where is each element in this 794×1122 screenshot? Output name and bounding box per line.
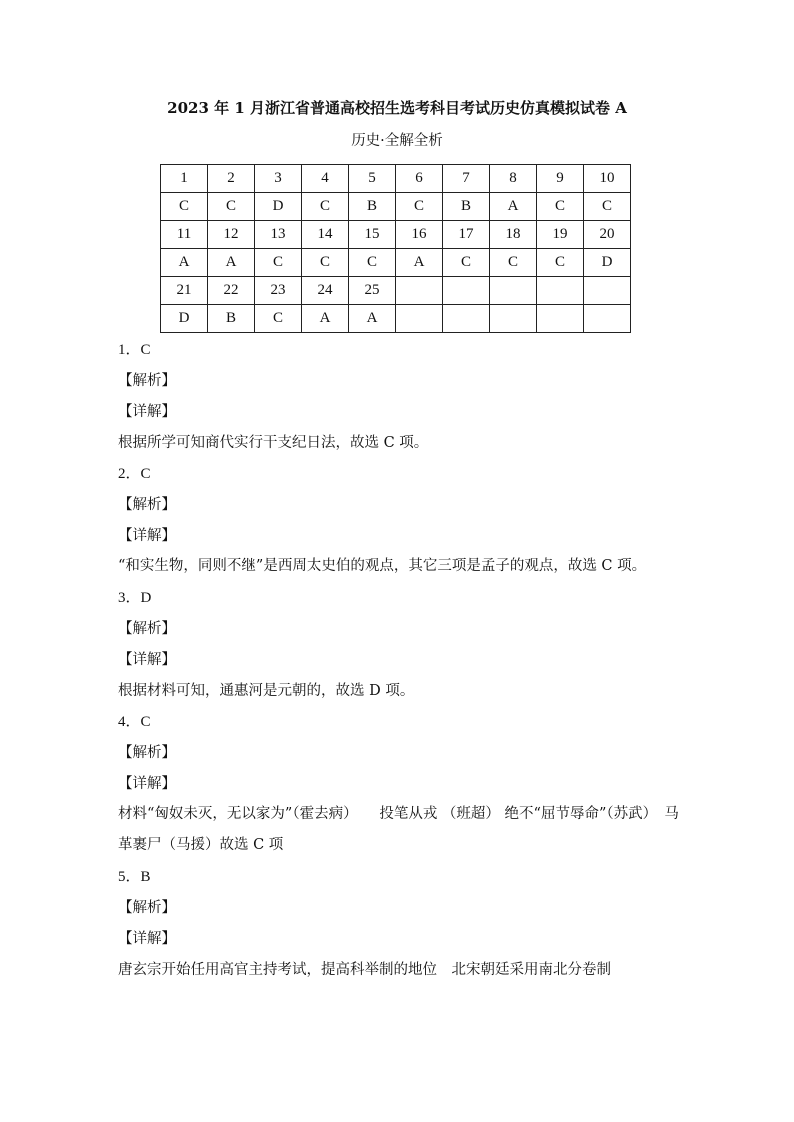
answer-table xyxy=(160,164,631,333)
question-number-row xyxy=(161,277,631,305)
question-number-cell: 20 xyxy=(584,221,631,249)
answer-row xyxy=(161,305,631,333)
question-block xyxy=(118,339,688,463)
answer-cell: B xyxy=(208,305,255,333)
question-number-cell: 22 xyxy=(208,277,255,305)
analysis-label: 【解析】 xyxy=(118,621,176,637)
answer-cell: A xyxy=(208,249,255,277)
answer-cell: D xyxy=(584,249,631,277)
question-number-cell: 24 xyxy=(302,277,349,305)
solutions-content xyxy=(118,339,688,990)
question-number-cell: 23 xyxy=(255,277,302,305)
answer-cell: C xyxy=(255,305,302,333)
question-number-row xyxy=(161,221,631,249)
question-number-cell: 10 xyxy=(584,165,631,193)
question-number-cell: 1 xyxy=(161,165,208,193)
question-number-cell: 16 xyxy=(396,221,443,249)
detail-text: 根据所学可知商代实行干支纪日法，故选 C 项。 xyxy=(118,435,429,451)
detail-text: “和实生物，同则不继”是西周太史伯的观点，其它三项是孟子的观点，故选 C 项。 xyxy=(118,558,647,574)
answer-cell: C xyxy=(255,249,302,277)
answer-cell: C xyxy=(584,193,631,221)
question-heading: 3．D xyxy=(118,590,152,606)
question-number-row xyxy=(161,165,631,193)
answer-cell xyxy=(443,305,490,333)
question-heading: 4．C xyxy=(118,714,151,730)
question-number-cell: 21 xyxy=(161,277,208,305)
detail-label: 【详解】 xyxy=(118,776,176,792)
question-number-cell xyxy=(584,277,631,305)
answer-cell: D xyxy=(161,305,208,333)
question-block xyxy=(118,711,688,861)
analysis-label: 【解析】 xyxy=(118,497,176,513)
question-block xyxy=(118,866,688,990)
detail-label: 【详解】 xyxy=(118,404,176,420)
answer-cell: C xyxy=(396,193,443,221)
question-number-cell: 6 xyxy=(396,165,443,193)
document-subtitle: 历史·全解全析 xyxy=(351,133,443,149)
answer-row xyxy=(161,249,631,277)
answer-cell: B xyxy=(349,193,396,221)
detail-text: 材料“匈奴未灭，无以家为”（霍去病） 投笔从戎 （班超） 绝不“屈节辱命”（苏武） 马革裹尸（马援）故选 C 项 xyxy=(118,806,679,853)
question-number-cell: 3 xyxy=(255,165,302,193)
answer-cell: A xyxy=(490,193,537,221)
answer-cell: C xyxy=(161,193,208,221)
question-number-cell xyxy=(443,277,490,305)
answer-cell: A xyxy=(349,305,396,333)
question-number-cell: 4 xyxy=(302,165,349,193)
answer-cell xyxy=(537,305,584,333)
question-block xyxy=(118,463,688,582)
question-heading: 2．C xyxy=(118,466,151,482)
question-number-cell: 9 xyxy=(537,165,584,193)
detail-label: 【详解】 xyxy=(118,931,176,947)
answer-cell: C xyxy=(537,249,584,277)
question-number-cell: 5 xyxy=(349,165,396,193)
answer-row xyxy=(161,193,631,221)
question-number-cell: 25 xyxy=(349,277,396,305)
answer-cell: C xyxy=(302,249,349,277)
analysis-label: 【解析】 xyxy=(118,373,176,389)
question-number-cell: 2 xyxy=(208,165,255,193)
question-block xyxy=(118,587,688,711)
detail-text: 根据材料可知，通惠河是元朝的，故选 D 项。 xyxy=(118,683,415,699)
question-number-cell: 12 xyxy=(208,221,255,249)
question-number-cell: 17 xyxy=(443,221,490,249)
detail-label: 【详解】 xyxy=(118,652,176,668)
analysis-label: 【解析】 xyxy=(118,900,176,916)
answer-cell xyxy=(396,305,443,333)
question-number-cell: 14 xyxy=(302,221,349,249)
answer-cell: D xyxy=(255,193,302,221)
answer-cell: C xyxy=(349,249,396,277)
answer-cell xyxy=(584,305,631,333)
question-number-cell: 18 xyxy=(490,221,537,249)
question-number-cell: 13 xyxy=(255,221,302,249)
detail-text: 唐玄宗开始任用高官主持考试，提高科举制的地位 北宋朝廷采用南北分卷制 xyxy=(118,962,611,978)
question-number-cell xyxy=(396,277,443,305)
question-heading: 5．B xyxy=(118,869,151,885)
answer-cell: C xyxy=(208,193,255,221)
answer-cell: A xyxy=(302,305,349,333)
answer-cell: B xyxy=(443,193,490,221)
question-number-cell: 7 xyxy=(443,165,490,193)
analysis-label: 【解析】 xyxy=(118,745,176,761)
question-heading: 1．C xyxy=(118,342,151,358)
detail-label: 【详解】 xyxy=(118,528,176,544)
question-number-cell xyxy=(490,277,537,305)
answer-cell: C xyxy=(537,193,584,221)
answer-cell: C xyxy=(490,249,537,277)
answer-cell: C xyxy=(443,249,490,277)
answer-cell: C xyxy=(302,193,349,221)
answer-cell: A xyxy=(161,249,208,277)
answer-cell xyxy=(490,305,537,333)
question-number-cell: 11 xyxy=(161,221,208,249)
question-number-cell xyxy=(537,277,584,305)
question-number-cell: 15 xyxy=(349,221,396,249)
question-number-cell: 8 xyxy=(490,165,537,193)
document-title: 2023 年 1 月浙江省普通高校招生选考科目考试历史仿真模拟试卷 A xyxy=(167,99,627,117)
question-number-cell: 19 xyxy=(537,221,584,249)
answer-cell: A xyxy=(396,249,443,277)
